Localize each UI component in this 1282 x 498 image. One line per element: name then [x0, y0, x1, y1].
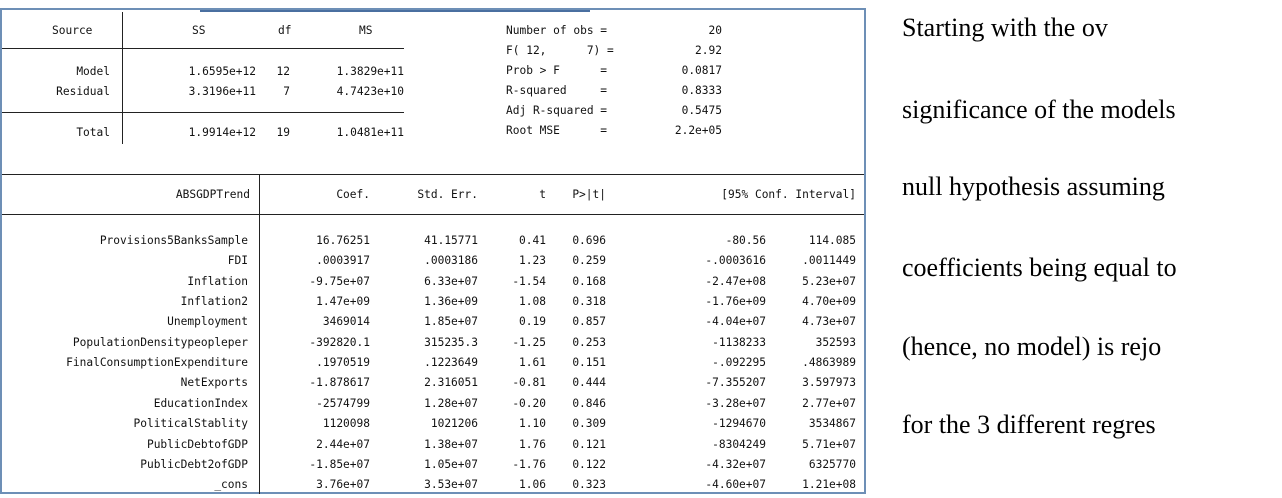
coef-cell-coef: 3469014 [322, 315, 370, 329]
coef-cell-coef: -1.878617 [309, 376, 370, 390]
anova-row-model-ss: 1.6595e+12 [188, 65, 256, 78]
stat-value-prob: 0.0817 [681, 64, 722, 77]
coef-cell-lo: -8304249 [712, 437, 766, 451]
coef-cell-lo: -80.56 [725, 234, 766, 247]
coef-cell-var: EducationIndex [153, 396, 248, 410]
coef-cell-t: 0.19 [519, 315, 546, 329]
coef-cell-coef: .1970519 [316, 356, 370, 370]
coef-cell-hi: 114.085 [808, 234, 856, 247]
coef-cell-p: 0.121 [572, 437, 606, 451]
coef-cell-coef: 2.44e+07 [316, 437, 370, 451]
coef-cell-coef: .0003917 [316, 254, 370, 268]
coef-cell-se: 1.28e+07 [424, 396, 478, 410]
body-text-line: significance of the models [902, 95, 1176, 124]
coef-cell-p: 0.318 [572, 295, 606, 309]
coef-cell-se: 1.85e+07 [424, 315, 478, 329]
coef-header-t: t [539, 188, 546, 201]
coef-cell-hi: 1.21e+08 [802, 478, 856, 492]
coef-cell-coef: -392820.1 [309, 335, 370, 349]
coef-header-rule [2, 214, 864, 215]
coef-cell-hi: 4.70e+09 [802, 295, 856, 309]
anova-row-residual-ss: 3.3196e+11 [188, 85, 256, 98]
coef-cell-p: 0.857 [572, 315, 606, 329]
stat-value-adj-r2: 0.5475 [681, 104, 722, 117]
coef-cell-p: 0.259 [572, 254, 606, 268]
coef-cell-var: Provisions5BanksSample [99, 234, 248, 247]
coef-cell-t: 1.76 [519, 437, 546, 451]
coef-cell-lo: -4.32e+07 [705, 457, 766, 471]
coef-cell-lo: -4.04e+07 [705, 315, 766, 329]
coef-cell-coef: 1120098 [322, 417, 370, 431]
anova-row-total-source: Total [76, 126, 110, 139]
coef-cell-coef: -2574799 [316, 396, 370, 410]
coef-header-coef: Coef. [336, 188, 370, 201]
coef-cell-p: 0.151 [572, 356, 606, 370]
coef-cell-t: 0.41 [519, 234, 546, 247]
regression-output-table [0, 8, 866, 494]
coef-cell-var: PublicDebt2ofGDP [140, 457, 248, 471]
anova-row-model-df: 12 [276, 65, 290, 78]
stat-label-f: F( 12, 7) = [506, 44, 614, 57]
coef-cell-p: 0.168 [572, 274, 606, 288]
anova-header-ss: SS [192, 24, 206, 37]
coef-top-rule [2, 174, 864, 175]
anova-row-model-source: Model [76, 65, 110, 78]
body-text-line: coefficients being equal to [902, 253, 1177, 282]
coef-cell-var: FinalConsumptionExpenditure [66, 356, 248, 370]
coef-cell-var: _cons [214, 478, 248, 492]
coef-cell-hi: 4.73e+07 [802, 315, 856, 329]
stat-value-root-mse: 2.2e+05 [674, 124, 722, 137]
coef-cell-var: PublicDebtofGDP [146, 437, 248, 451]
coef-cell-p: 0.444 [572, 376, 606, 390]
coef-cell-se: 1.38e+07 [424, 437, 478, 451]
coef-cell-se: .0003186 [424, 254, 478, 268]
body-text-line: null hypothesis assuming [902, 172, 1165, 201]
coef-cell-lo: -.0003616 [705, 254, 766, 268]
coef-cell-var: PopulationDensitypeopleper [72, 335, 248, 349]
stat-label-prob: Prob > F = [506, 64, 608, 77]
coef-cell-t: 1.08 [519, 295, 546, 309]
coef-cell-lo: -2.47e+08 [705, 274, 766, 288]
body-text-line: Starting with the ov [902, 13, 1108, 42]
coef-cell-var: FDI [227, 254, 248, 268]
coef-cell-coef: -1.85e+07 [309, 457, 370, 471]
coef-cell-hi: 6325770 [808, 457, 856, 471]
coef-cell-coef: 16.76251 [316, 234, 370, 247]
anova-row-residual-source: Residual [56, 85, 110, 98]
coef-cell-hi: 2.77e+07 [802, 396, 856, 410]
coef-cell-t: -1.76 [512, 457, 546, 471]
anova-row-total-ms: 1.0481e+11 [336, 126, 404, 139]
coef-header-ci: [95% Conf. Interval] [721, 188, 856, 201]
anova-row-total-ss: 1.9914e+12 [188, 126, 256, 139]
anova-row-residual-ms: 4.7423e+10 [336, 85, 404, 98]
coef-header-var: ABSGDPTrend [175, 188, 250, 201]
coef-cell-hi: .4863989 [802, 356, 856, 370]
coef-cell-hi: 352593 [815, 335, 856, 349]
stat-value-nobs: 20 [708, 24, 722, 37]
coef-cell-t: 1.10 [519, 417, 546, 431]
coef-cell-t: -0.20 [512, 396, 546, 410]
stat-label-adj-r2: Adj R-squared = [506, 104, 608, 117]
coef-cell-t: -1.25 [512, 335, 546, 349]
coef-cell-coef: -9.75e+07 [309, 274, 370, 288]
coef-cell-hi: 5.71e+07 [802, 437, 856, 451]
coef-cell-lo: -1138233 [712, 335, 766, 349]
anova-header-rule [2, 48, 404, 49]
coef-cell-se: .1223649 [424, 356, 478, 370]
coef-cell-coef: 3.76e+07 [316, 478, 370, 492]
coef-cell-t: 1.61 [519, 356, 546, 370]
coef-header-p: P>|t| [572, 188, 606, 201]
stat-label-root-mse: Root MSE = [506, 124, 608, 137]
anova-header-df: df [278, 24, 292, 37]
coef-cell-t: 1.06 [519, 478, 546, 492]
coef-cell-t: -0.81 [512, 376, 546, 390]
stat-value-f: 2.92 [695, 44, 722, 57]
coef-cell-se: 1021206 [430, 417, 478, 431]
stat-label-r2: R-squared = [506, 84, 608, 97]
coef-cell-se: 6.33e+07 [424, 274, 478, 288]
coef-cell-p: 0.846 [572, 396, 606, 410]
coef-cell-var: Inflation2 [180, 295, 248, 309]
body-text-line: (hence, no model) is rejo [902, 332, 1162, 361]
coef-cell-se: 315235.3 [424, 335, 478, 349]
coef-cell-lo: -7.355207 [705, 376, 766, 390]
anova-row-residual-df: 7 [283, 85, 290, 98]
coef-cell-lo: -1.76e+09 [705, 295, 766, 309]
coef-cell-se: 3.53e+07 [424, 478, 478, 492]
coef-cell-t: 1.23 [519, 254, 546, 268]
coef-cell-var: Unemployment [167, 315, 248, 329]
anova-header-source: Source [52, 24, 93, 37]
coef-cell-lo: -3.28e+07 [705, 396, 766, 410]
coef-header-se: Std. Err. [417, 188, 478, 201]
coef-cell-se: 2.316051 [424, 376, 478, 390]
coef-cell-p: 0.122 [572, 457, 606, 471]
coef-cell-lo: -.092295 [712, 356, 766, 370]
coef-cell-lo: -1294670 [712, 417, 766, 431]
coef-cell-se: 1.05e+07 [424, 457, 478, 471]
coef-cell-hi: 3534867 [808, 417, 856, 431]
coef-cell-se: 1.36e+09 [424, 295, 478, 309]
stat-value-r2: 0.8333 [681, 84, 722, 97]
coef-cell-hi: .0011449 [802, 254, 856, 268]
body-text [902, 0, 1282, 498]
coef-cell-var: NetExports [180, 376, 248, 390]
coef-cell-p: 0.309 [572, 417, 606, 431]
coef-cell-coef: 1.47e+09 [316, 295, 370, 309]
anova-header-ms: MS [359, 24, 373, 37]
coef-cell-t: -1.54 [512, 274, 546, 288]
coef-cell-hi: 5.23e+07 [802, 274, 856, 288]
coef-cell-se: 41.15771 [424, 234, 478, 247]
anova-total-rule [2, 112, 404, 113]
anova-row-total-df: 19 [276, 126, 290, 139]
top-border-accent [200, 10, 590, 12]
coef-cell-lo: -4.60e+07 [705, 478, 766, 492]
body-text-line: for the 3 different regres [902, 410, 1156, 439]
coef-cell-p: 0.696 [572, 234, 606, 247]
anova-row-model-ms: 1.3829e+11 [336, 65, 404, 78]
coef-cell-p: 0.253 [572, 335, 606, 349]
coef-cell-hi: 3.597973 [802, 376, 856, 390]
coef-cell-var: Inflation [187, 274, 248, 288]
coef-cell-p: 0.323 [572, 478, 606, 492]
stat-label-nobs: Number of obs = [506, 24, 608, 37]
coef-cell-var: PoliticalStablity [133, 417, 248, 431]
